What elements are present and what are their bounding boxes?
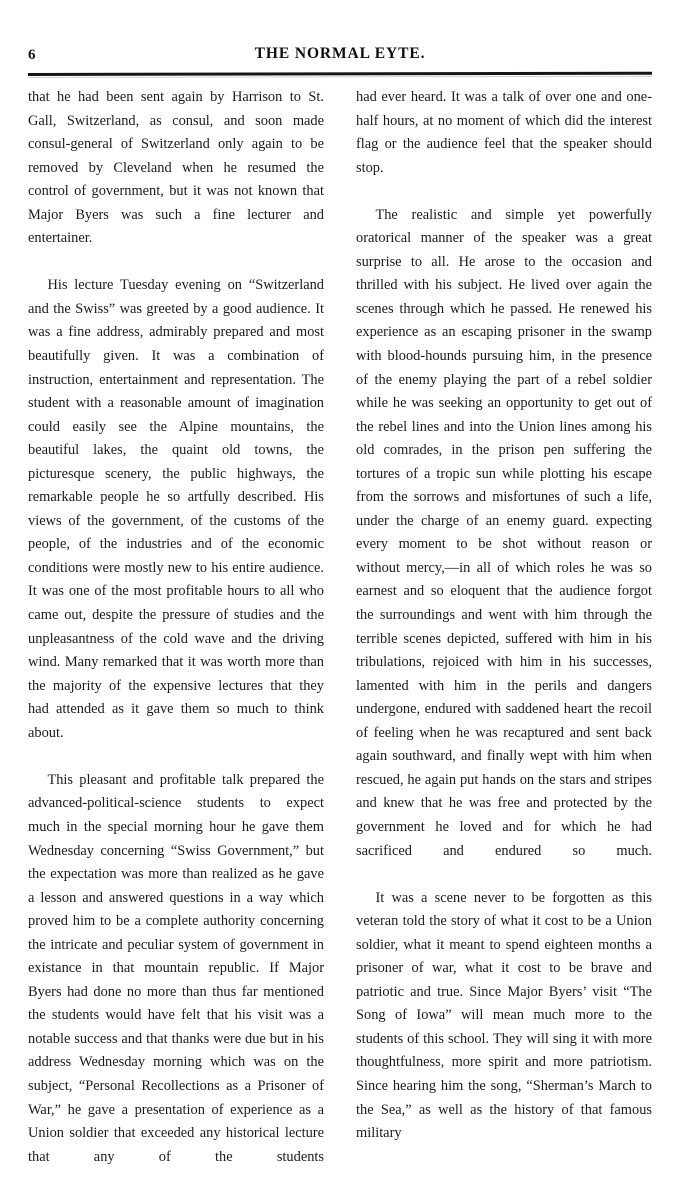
page-number: 6 (28, 47, 36, 63)
running-head (28, 44, 652, 70)
right-column (356, 86, 652, 1142)
paragraph: This pleasant and profitable talk prepared the advanced-political-science students to expect much in the special morning hour he gave them Wednesday concerning “Swiss Government,” but the expectation was more than realized as he gave a lesson and answered questions in a way which proved him to be a complete authority concerning the intricate and peculiar system of government in existance in that mountain republic. If Major Byers had done no more than thus far mentioned the students would have felt that his visit was a notable success and that thanks were due but in his address Wednesday morning which was on the subject, “Personal Recollections as a Prisoner of War,” he gave a presentation of experience as a Union soldier that exceeded any historical lecture that any of the students (28, 771, 324, 1165)
paragraph: that he had been sent again by Harrison to St. Gall, Switzerland, as consul, and soon made consul-general of Switzerland only again to be removed by Cleveland when he resumed the control of government, but it was not known that Major Byers was such a fine lecturer and entertainer. (28, 89, 324, 247)
header-rule-shadow (28, 76, 652, 78)
publication-title: THE NORMAL EYTE. (254, 45, 426, 62)
body-columns (28, 86, 652, 1165)
paragraph: had ever heard. It was a talk of over one and one-half hours, at no moment of which did the interest flag or the audience feel that the speaker should stop. (356, 89, 652, 176)
left-column (28, 86, 324, 1165)
paragraph: The realistic and simple yet powerfully oratorical manner of the speaker was a great surprise to all. He arose to the occasion and thrilled with his subject. He lived over again the scenes through which he passed. He renewed his experience as an escaping prisoner in the swamp with blood-hounds pursuing him, in the presence of the enemy playing the part of a rebel soldier while he was seeking an opportunity to get out of the rebel lines and into the Union lines among his old comrades, in the prison pen suffering the tortures of a tropic sun while plotting his escape from the sorrows and misfortunes of such a life, under the charge of an enemy guard. expecting every moment to be shot without reason or without mercy,—in all of which roles he was so earnest and so eloquent that the audience forgot the surroundings and went with him through the terrible scenes depicted, suffered with him in his tribulations, rejoiced with him in his successes, lamented with him in the perils and dangers undergone, endured with saddened heart the recoil of feeling when he was recaptured and sent back again southward, and finally wept with him when rescued, he again put hands on the stars and stripes and knew that he was free and protected by the government he loved and for which he had sacrificed and endured so much. (356, 206, 652, 859)
paragraph: It was a scene never to be forgotten as this veteran told the story of what it cost to be a Union soldier, what it meant to spend eighteen months a prisoner of war, what it cost to be brave and patriotic and true. Since Major Byers’ visit “The Song of Iowa” will mean much more to the students of this school. They will sing it with more thoughtfulness, more spirit and more patriotism. Since hearing him the song, “Sherman’s March to the Sea,” as well as the history of that famous military (356, 889, 652, 1142)
paragraph: His lecture Tuesday evening on “Switzerland and the Swiss” was greeted by a good audience. It was a fine address, admirably prepared and most beautifully given. It was a combination of instruction, entertainment and representation. The student with a reasonable amount of imagination could easily see the Alpine mountains, the beautiful lakes, the quaint old towns, the picturesque scenery, the public highways, the remarkable people he so artfully described. His views of the government, of the customs of the people, of the industries and of the economic conditions were mostly new to his entire audience. It was one of the most profitable hours to all who came out, despite the pressure of studies and the unpleasantness of the cold wave and the driving wind. Many remarked that it was worth more than the majority of the expensive lectures that they had attended as it gave them so much to think about. (28, 277, 324, 741)
